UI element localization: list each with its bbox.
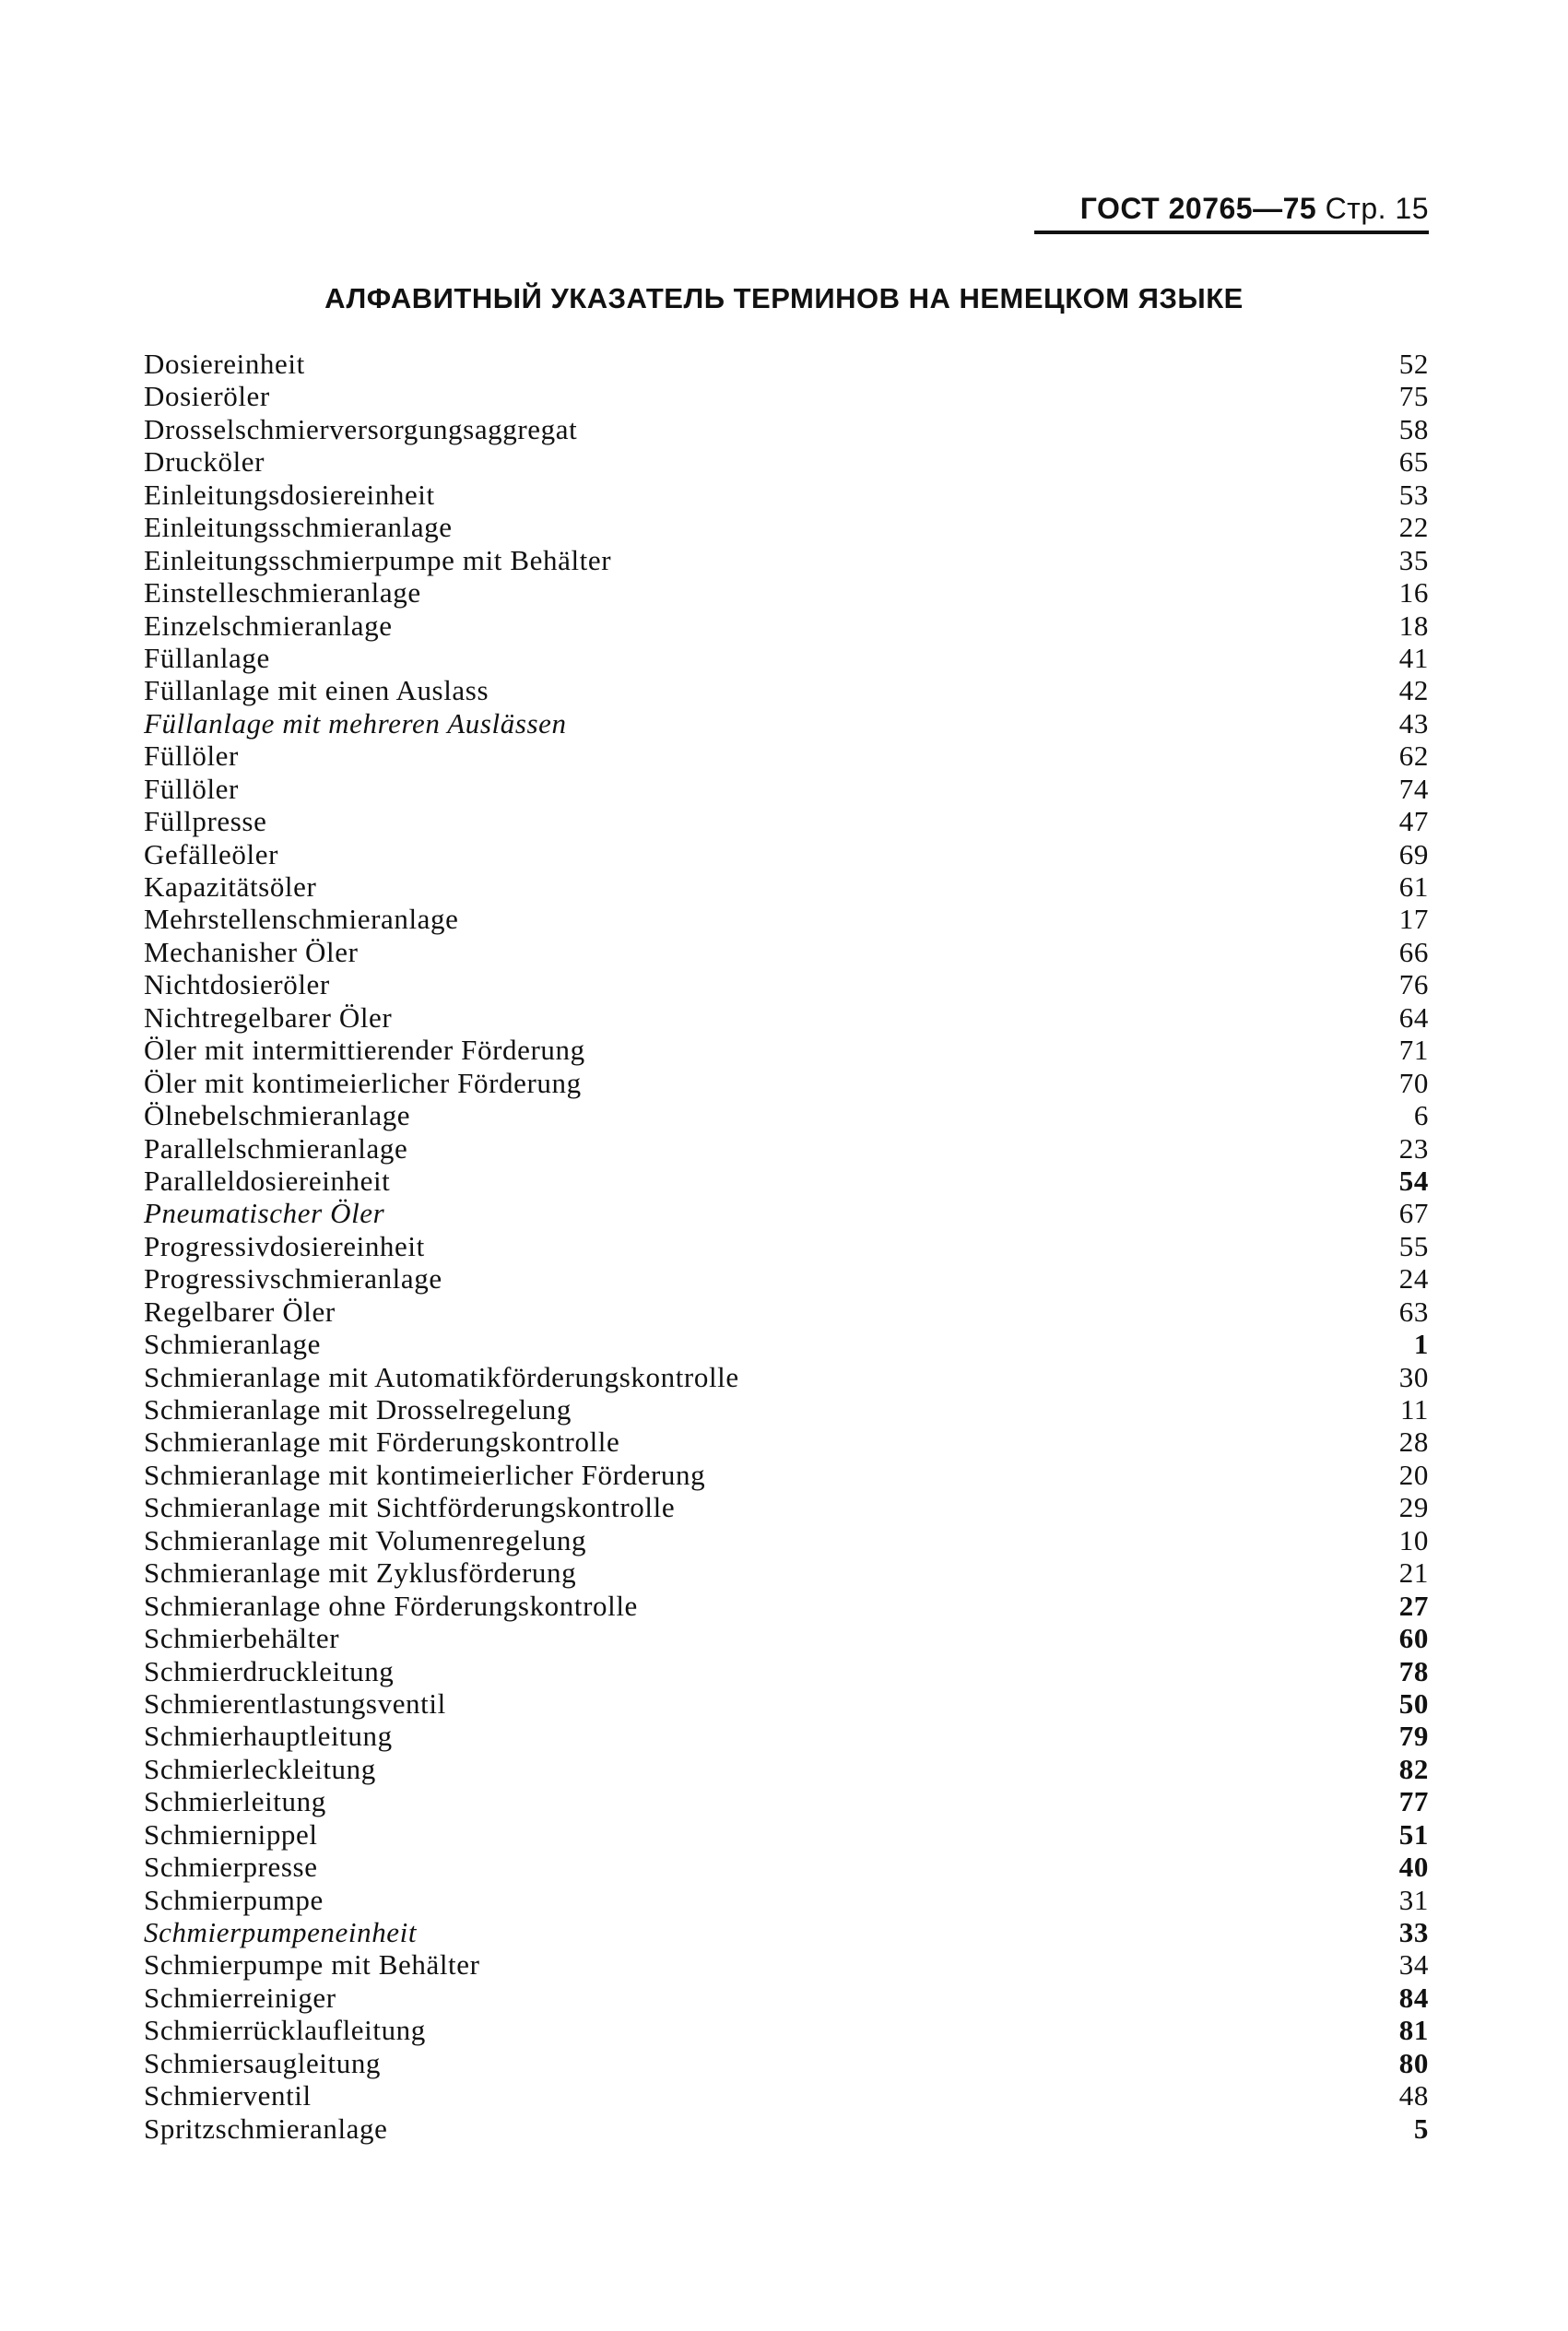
entry-term: Schmieranlage mit Drosselregelung [144, 1393, 572, 1426]
entry-number: 28 [1398, 1426, 1429, 1459]
entry-term: Regelbarer Öler [144, 1295, 336, 1328]
entry-term: Schmierleckleitung [144, 1752, 376, 1785]
entry-number: 24 [1398, 1262, 1429, 1296]
entry-number: 77 [1398, 1785, 1429, 1818]
entry-number: 18 [1398, 609, 1429, 642]
entry-term: Schmieranlage mit kontimeierlicher Förderung [144, 1458, 706, 1491]
index-entry [144, 707, 1429, 740]
entry-term: Kapazitätsöler [144, 870, 317, 903]
index-entry [144, 1165, 1429, 1197]
entry-term: Mechanisher Öler [144, 935, 359, 968]
entry-term: Gefälleöler [144, 837, 279, 870]
entry-number: 61 [1398, 870, 1429, 903]
entry-term: Schmieranlage mit Zyklusförderung [144, 1556, 577, 1590]
entry-term: Einzelschmieranlage [144, 609, 393, 642]
entry-number: 16 [1398, 576, 1429, 609]
index-entry [144, 1262, 1429, 1295]
entry-number: 71 [1398, 1034, 1429, 1067]
entry-term: Einleitungsschmierpumpe mit Behälter [144, 543, 612, 576]
entry-number: 69 [1398, 837, 1429, 870]
entry-term: Einleitungsschmieranlage [144, 511, 453, 544]
entry-number: 58 [1398, 412, 1429, 445]
entry-number: 33 [1398, 1916, 1429, 1948]
entry-number: 81 [1398, 2014, 1429, 2047]
entry-number: 76 [1398, 968, 1429, 1001]
entry-number: 60 [1398, 1622, 1429, 1655]
index-entry [144, 1818, 1429, 1851]
index-entry [144, 805, 1429, 837]
entry-term: Öler mit kontimeierlicher Förderung [144, 1066, 582, 1099]
entry-term: Schmierventil [144, 2079, 312, 2112]
entry-term: Schmieranlage mit Volumenregelung [144, 1523, 587, 1556]
index-entry [144, 1001, 1429, 1034]
index-entry [144, 740, 1429, 772]
entry-term: Schmieranlage mit Sichtförderungskontrolle [144, 1491, 676, 1524]
entry-number: 17 [1398, 903, 1429, 936]
index-entry [144, 1524, 1429, 1556]
entry-term: Schmieranlage [144, 1328, 321, 1361]
entry-number: 43 [1398, 706, 1429, 740]
entry-term: Füllöler [144, 772, 239, 805]
entry-term: Einstelleschmieranlage [144, 576, 421, 609]
index-entry [144, 1230, 1429, 1262]
index-entry [144, 1132, 1429, 1165]
index-entry [144, 1948, 1429, 1981]
entry-number: 52 [1398, 348, 1429, 380]
index-entry [144, 1556, 1429, 1589]
entry-term: Paralleldosiereinheit [144, 1164, 391, 1197]
index-entry [144, 1296, 1429, 1328]
index-entry [144, 1099, 1429, 1131]
entry-number: 84 [1398, 1981, 1429, 2014]
entry-term: Drosselschmierversorgungsaggregat [144, 412, 578, 445]
index-entry [144, 1785, 1429, 1817]
entry-term: Schmierpumpe mit Behälter [144, 1948, 480, 1982]
entry-term: Schmierpumpeneinheit [144, 1916, 418, 1948]
entry-number: 74 [1398, 772, 1429, 805]
entry-number: 47 [1398, 805, 1429, 838]
index-entry [144, 1361, 1429, 1393]
entry-term: Drucköler [144, 445, 265, 479]
index-entry [144, 870, 1429, 903]
entry-term: Schmierleitung [144, 1785, 326, 1818]
entry-number: 1 [1413, 1328, 1429, 1361]
entry-number: 62 [1398, 740, 1429, 773]
header-rule [1034, 231, 1429, 234]
entry-term: Füllpresse [144, 805, 267, 838]
entry-term: Spritzschmieranlage [144, 2112, 388, 2145]
entry-number: 64 [1398, 1000, 1429, 1034]
entry-term: Schmiersaugleitung [144, 2046, 382, 2079]
entry-number: 80 [1398, 2046, 1429, 2079]
index-entry [144, 1982, 1429, 2014]
entry-term: Progressivdosiereinheit [144, 1229, 425, 1262]
index-entry [144, 1328, 1429, 1360]
index-entry [144, 1426, 1429, 1458]
index-entry [144, 1067, 1429, 1099]
index-entry [144, 1459, 1429, 1491]
entry-number: 30 [1398, 1360, 1429, 1393]
entry-term: Schmierpresse [144, 1851, 318, 1884]
entry-term: Nichtdosieröler [144, 968, 330, 1001]
entry-number: 50 [1398, 1686, 1429, 1720]
entry-term: Schmieranlage mit Förderungskontrolle [144, 1426, 620, 1459]
index-entry [144, 511, 1429, 543]
entry-term: Dosiereinheit [144, 348, 305, 380]
entry-term: Öler mit intermittierender Förderung [144, 1034, 585, 1067]
index-entry [144, 1034, 1429, 1066]
entry-number: 20 [1398, 1458, 1429, 1491]
index-entry [144, 674, 1429, 706]
entry-number: 5 [1413, 2112, 1429, 2145]
index-entry [144, 1753, 1429, 1785]
index-entry [144, 838, 1429, 870]
page-number: Стр. 15 [1325, 192, 1429, 225]
entry-number: 51 [1398, 1817, 1429, 1851]
index-entry [144, 1491, 1429, 1523]
entry-number: 67 [1398, 1197, 1429, 1230]
entry-term: Schmierreiniger [144, 1981, 336, 2014]
entry-number: 55 [1398, 1229, 1429, 1262]
entry-number: 11 [1399, 1393, 1429, 1426]
entry-number: 40 [1398, 1851, 1429, 1884]
index-entry [144, 2014, 1429, 2046]
index-entry [144, 1393, 1429, 1426]
entry-term: Dosieröler [144, 380, 270, 413]
index-entry [144, 1884, 1429, 1916]
page-header [1037, 190, 1429, 227]
entry-number: 65 [1398, 445, 1429, 479]
entry-number: 42 [1398, 674, 1429, 707]
index-entry [144, 1687, 1429, 1720]
entry-number: 29 [1398, 1491, 1429, 1524]
entry-term: Füllanlage mit einen Auslass [144, 674, 489, 707]
index-entry [144, 1197, 1429, 1229]
index-entry [144, 609, 1429, 642]
entry-number: 78 [1398, 1654, 1429, 1687]
entry-term: Einleitungsdosiereinheit [144, 478, 435, 511]
index-entry [144, 413, 1429, 445]
index-entry [144, 348, 1429, 380]
entry-term: Füllanlage mit mehreren Auslässen [144, 706, 567, 740]
entry-term: Progressivschmieranlage [144, 1262, 442, 1296]
entry-term: Parallelschmieranlage [144, 1131, 408, 1165]
index-entry [144, 2112, 1429, 2145]
entry-number: 27 [1398, 1589, 1429, 1622]
index-title: АЛФАВИТНЫЙ УКАЗАТЕЛЬ ТЕРМИНОВ НА НЕМЕЦКОМ ЯЗЫКЕ [324, 282, 1244, 314]
entry-term: Schmierentlastungsventil [144, 1686, 446, 1720]
entry-number: 21 [1398, 1556, 1429, 1590]
entry-number: 41 [1398, 641, 1429, 674]
index-entry [144, 576, 1429, 609]
entry-term: Schmiernippel [144, 1817, 318, 1851]
index-entry [144, 773, 1429, 805]
index-entry [144, 968, 1429, 1000]
entry-term: Mehrstellenschmieranlage [144, 903, 459, 936]
entry-term: Schmierdruckleitung [144, 1654, 395, 1687]
entry-term: Ölnebelschmieranlage [144, 1099, 411, 1132]
entry-number: 63 [1398, 1295, 1429, 1328]
entry-term: Füllöler [144, 740, 239, 773]
entry-term: Füllanlage [144, 641, 270, 674]
entry-term: Schmierhauptleitung [144, 1720, 393, 1753]
index-entry [144, 936, 1429, 968]
entry-term: Schmierpumpe [144, 1883, 324, 1916]
standard-number: ГОСТ 20765—75 [1079, 192, 1317, 225]
index-entry [144, 1916, 1429, 1948]
entry-term: Schmierrücklaufleitung [144, 2014, 426, 2047]
entry-number: 34 [1398, 1948, 1429, 1982]
entry-number: 70 [1398, 1066, 1429, 1099]
entry-number: 23 [1398, 1131, 1429, 1165]
entry-number: 82 [1398, 1752, 1429, 1785]
index-entry [144, 1851, 1429, 1883]
entry-number: 75 [1398, 380, 1429, 413]
entry-number: 66 [1398, 935, 1429, 968]
index-entry [144, 903, 1429, 935]
index-entry [144, 1720, 1429, 1752]
entry-number: 79 [1398, 1720, 1429, 1753]
index-entry [144, 1590, 1429, 1622]
index-entry [144, 479, 1429, 511]
index-entry [144, 380, 1429, 412]
index-entry [144, 2047, 1429, 2079]
entry-term: Schmieranlage mit Automatikförderungskontrolle [144, 1360, 739, 1393]
entry-number: 22 [1398, 511, 1429, 544]
entry-number: 10 [1398, 1523, 1429, 1556]
entry-number: 35 [1398, 543, 1429, 576]
entry-term: Schmierbehälter [144, 1622, 340, 1655]
index-entry [144, 2079, 1429, 2112]
index-entry [144, 445, 1429, 478]
index-entry [144, 1622, 1429, 1654]
index-entry [144, 642, 1429, 674]
entry-term: Nichtregelbarer Öler [144, 1000, 393, 1034]
entry-number: 48 [1398, 2079, 1429, 2112]
index-entry [144, 544, 1429, 576]
entry-number: 54 [1398, 1164, 1429, 1197]
entry-number: 53 [1398, 478, 1429, 511]
entry-number: 6 [1413, 1099, 1429, 1132]
entry-number: 31 [1398, 1883, 1429, 1916]
entry-term: Pneumatischer Öler [144, 1197, 385, 1230]
entry-term: Schmieranlage ohne Förderungskontrolle [144, 1589, 638, 1622]
index-entry [144, 1655, 1429, 1687]
term-list [144, 348, 1429, 2145]
